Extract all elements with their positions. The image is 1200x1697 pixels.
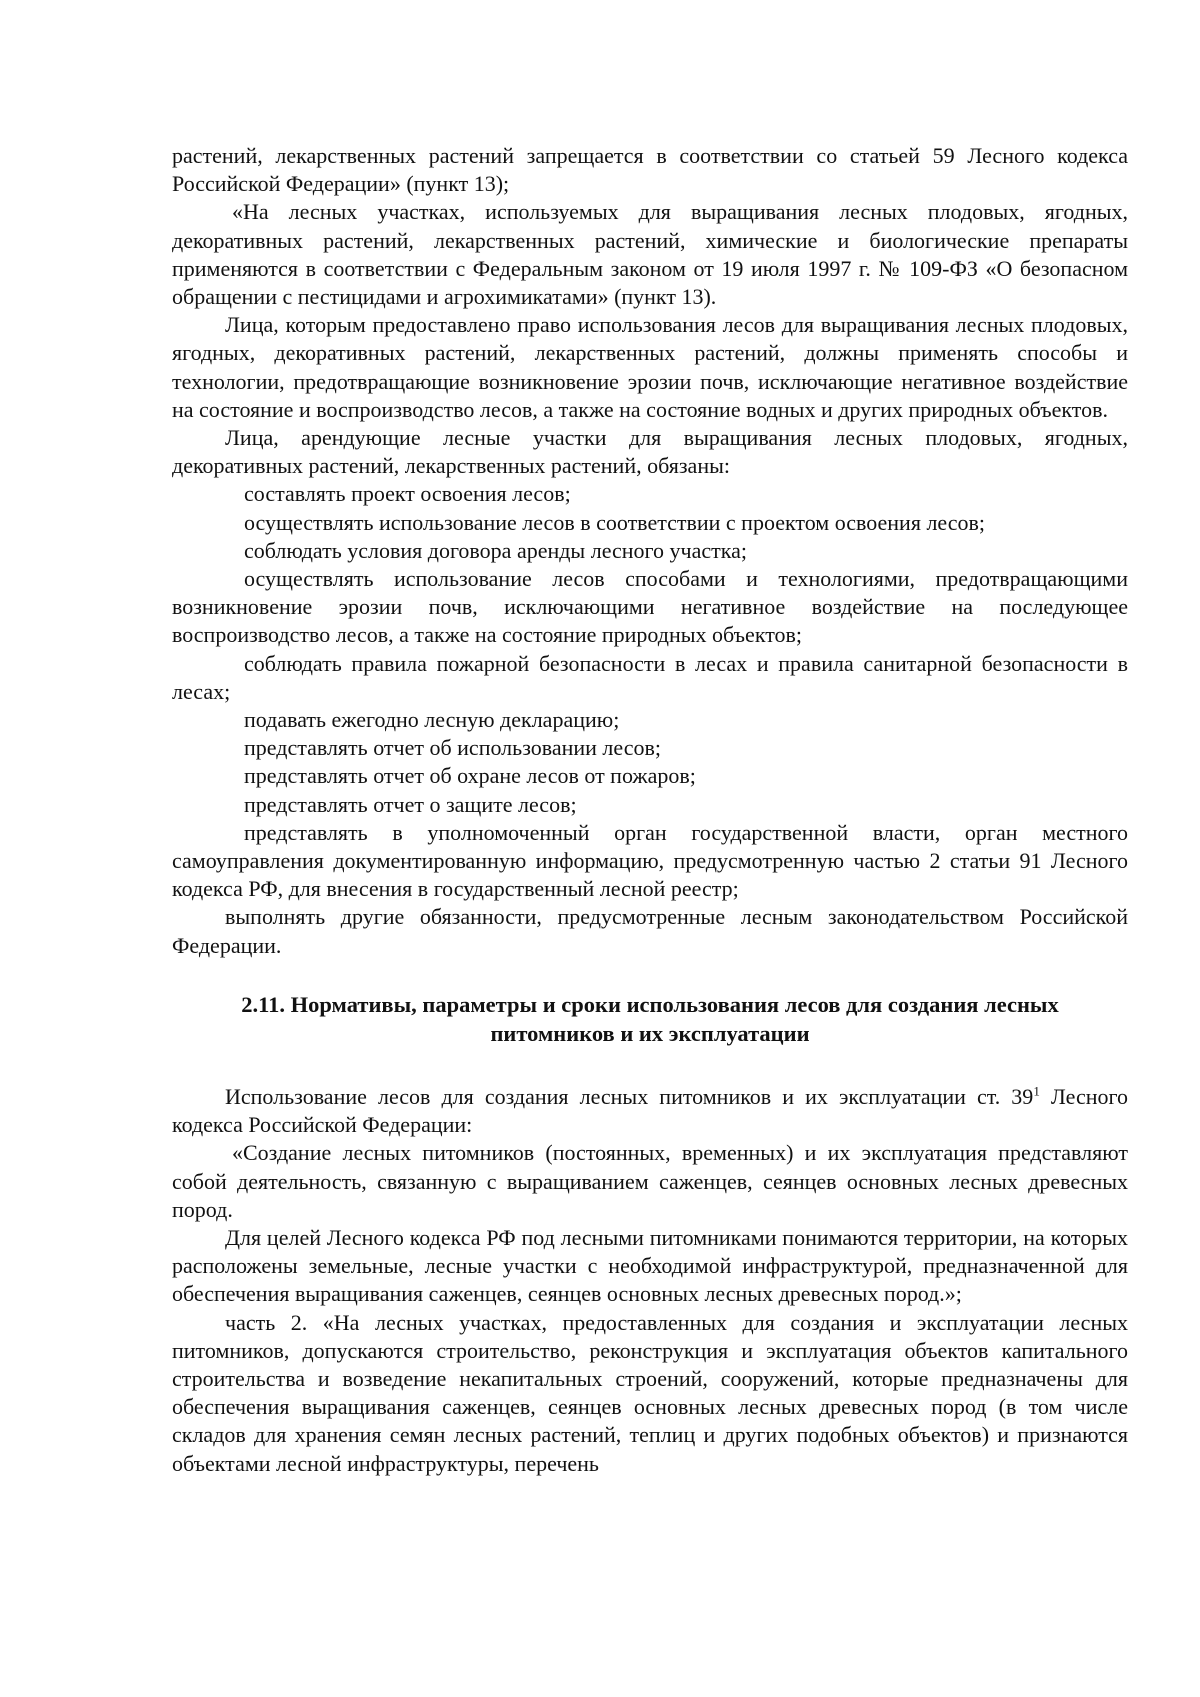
paragraphs-before [172,142,1128,960]
list-item: представлять отчет об охране лесов от пожаров; [244,763,696,789]
document-page [172,142,1128,1478]
list-item: составлять проект освоения лесов; [244,481,571,507]
list-item: представлять в уполномоченный орган государственной власти, орган местного самоуправления документированную информацию, предусмотренную частью 2 статьи 91 Лесного кодекса РФ, для внесения в государственный лесной реестр; [172,819,1128,902]
intro-text: Использование лесов для создания лесных питомников и их эксплуатации ст. 39 [225,1083,1034,1109]
list-item: соблюдать условия договора аренды лесного участка; [244,537,747,563]
list-item: подавать ежегодно лесную декларацию; [244,707,620,733]
paragraphs-after [172,1139,1128,1477]
list-item: представлять отчет о защите лесов; [244,791,577,817]
paragraph: Лица, арендующие лесные участки для выращивания лесных плодовых, ягодных, декоративных растений, лекарственных растений, обязаны: [172,425,1128,479]
paragraph: часть 2. «На лесных участках, предоставленных для создания и эксплуатации лесных питомников, допускаются строительство, реконструкция и эксплуатация объектов капитального строительства и возведение некапитальных строений, сооружений, которые предназначены для обеспечения выращивания саженцев, сеянцев основных лесных древесных пород (в том числе складов для хранения семян лесных растений, теплиц и других подобных объектов) и признаются объектами лесной инфраструктуры, перечень [172,1309,1128,1476]
list-item: соблюдать правила пожарной безопасности в лесах и правила санитарной безопасности в лесах; [172,650,1128,704]
list-item: представлять отчет об использовании лесов; [244,735,661,761]
section-heading: 2.11. Нормативы, параметры и сроки использования лесов для создания лесных питомников и их эксплуатации [241,991,1059,1046]
paragraph: «На лесных участках, используемых для выращивания лесных плодовых, ягодных, декоративных растений, лекарственных растений, химические и биологические препараты применяются в соответствии с Федеральным законом от 19 июля 1997 г. № 109-ФЗ «О безопасном обращении с пестицидами и агрохимикатами» (пункт 13). [172,199,1128,310]
paragraph: «Создание лесных питомников (постоянных, временных) и их эксплуатация представляют собой деятельность, связанную с выращиванием саженцев, сеянцев основных лесных древесных пород. [172,1140,1128,1222]
paragraph: Для целей Лесного кодекса РФ под лесными питомниками понимаются территории, на которых расположены земельные, лесные участки с необходимой инфраструктурой, предназначенной для обеспечения выращивания саженцев, сеянцев основных лесных древесных пород.»; [172,1224,1128,1307]
list-item: выполнять другие обязанности, предусмотренные лесным законодательством Российской Федерации. [172,904,1128,958]
paragraph: Лица, которым предоставлено право использования лесов для выращивания лесных плодовых, ягодных, декоративных растений, лекарственных растений, должны применять способы и технологии, предотвращающие возникновение эрозии почв, исключающие негативное воздействие на состояние и воспроизводство лесов, а также на состояние водных и других природных объектов. [172,312,1128,422]
list-item: осуществлять использование лесов способами и технологиями, предотвращающими возникновение эрозии почв, исключающими негативное воздействие на последующее воспроизводство лесов, а также на состояние природных объектов; [172,566,1128,648]
paragraph: растений, лекарственных растений запрещается в соответствии со статьей 59 Лесного кодекса Российской Федерации» (пункт 13); [172,143,1128,197]
intro-text-tail: Лесного кодекса Российской Федерации: [172,1083,1128,1138]
intro-paragraph [172,1083,1128,1139]
article-superscript: 1 [1033,1083,1040,1099]
list-item: осуществлять использование лесов в соответствии с проектом освоения лесов; [244,509,986,535]
